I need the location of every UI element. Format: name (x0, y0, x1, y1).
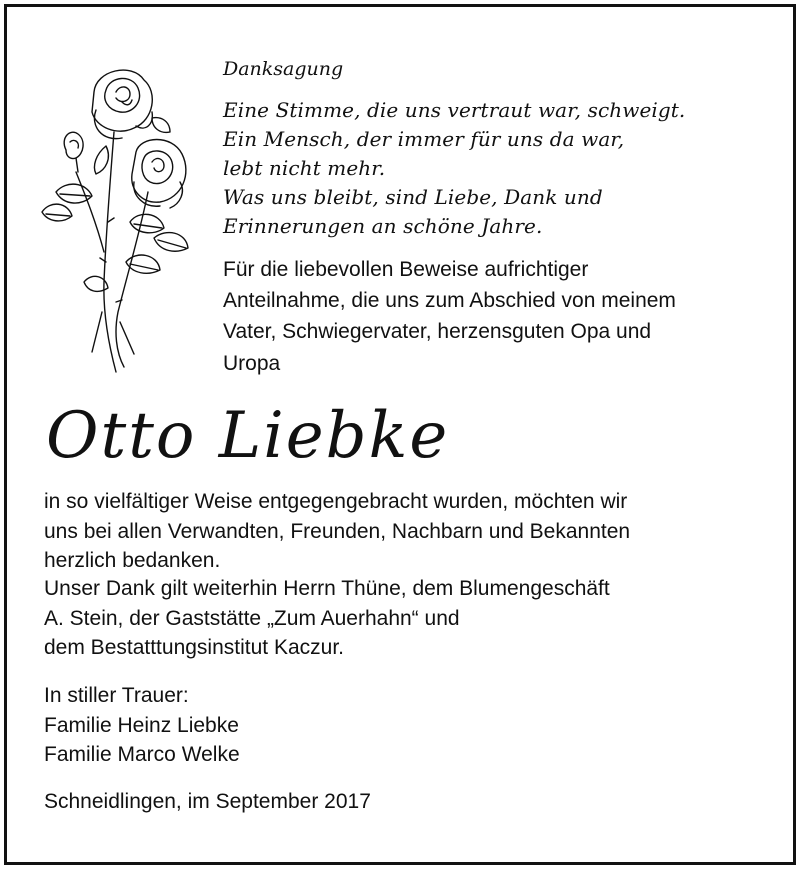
heading: Danksagung (223, 58, 344, 80)
intro-line: Anteilnahme, die uns zum Abschied von meinem (223, 289, 676, 312)
poem-line: Ein Mensch, der immer für uns da war, (223, 127, 625, 151)
poem-line: Was uns bleibt, sind Liebe, Dank und (223, 185, 603, 209)
intro-line: Für die liebevollen Beweise aufrichtiger (223, 258, 589, 281)
rose-illustration-icon (36, 62, 196, 380)
body-line: in so vielfältiger Weise entgegengebracht wurden, möchten wir (44, 490, 628, 513)
poem-line: Erinnerungen an schöne Jahre. (223, 214, 543, 238)
body-line: A. Stein, der Gaststätte „Zum Auerhahn“ und (44, 607, 460, 630)
body-line: uns bei allen Verwandten, Freunden, Nachbarn und Bekannten (44, 520, 631, 543)
intro-line: Vater, Schwiegervater, herzensguten Opa und (223, 320, 652, 343)
intro-line: Uropa (223, 352, 281, 375)
mourners-line: In stiller Trauer: (44, 684, 189, 707)
body-line: Unser Dank gilt weiterhin Herrn Thüne, dem Blumengeschäft (44, 577, 610, 600)
mourners-line: Familie Heinz Liebke (44, 714, 239, 737)
body-line: herzlich bedanken. (44, 549, 221, 572)
poem-line: Eine Stimme, die uns vertraut war, schweigt. (223, 98, 686, 122)
place-date: Schneidlingen, im September 2017 (44, 790, 371, 813)
mourners-line: Familie Marco Welke (44, 743, 240, 766)
poem-line: lebt nicht mehr. (223, 156, 386, 180)
body-line: dem Bestatttungsinstitut Kaczur. (44, 636, 344, 659)
deceased-name: Otto Liebke (46, 399, 450, 473)
